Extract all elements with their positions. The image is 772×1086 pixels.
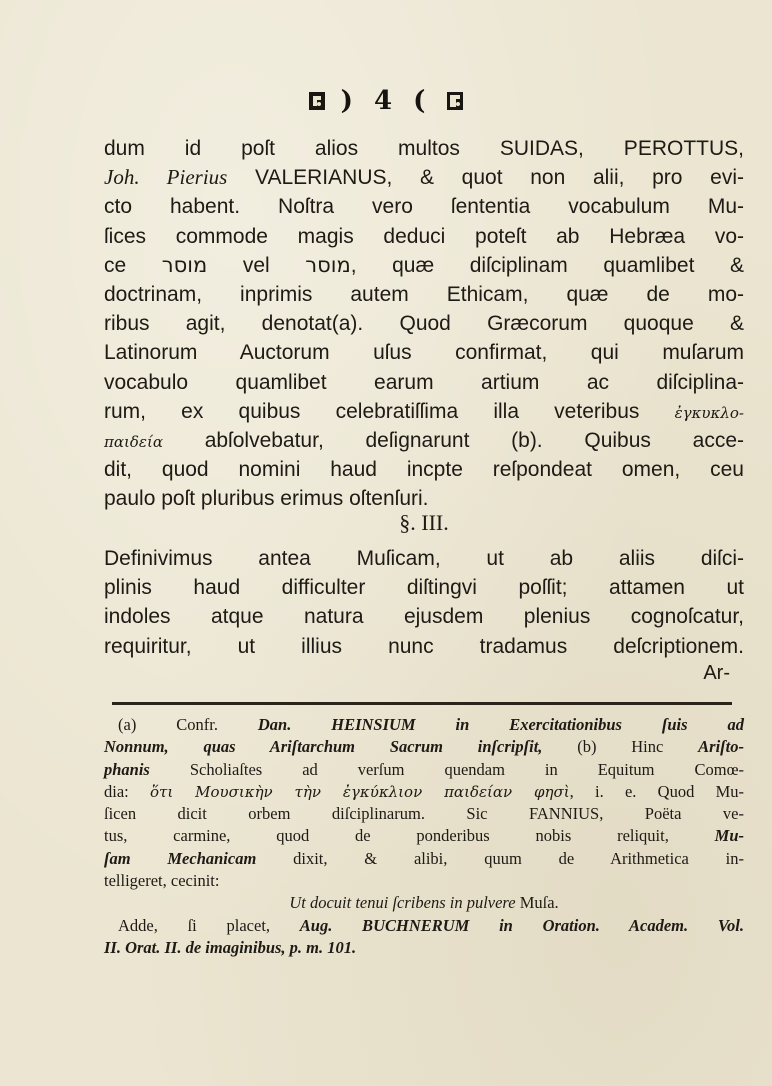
- catchword: Ar-: [703, 662, 730, 684]
- main-paragraph: [104, 134, 744, 513]
- verse-line: Ut docuit tenui ſcribens in pulvere Muſa.: [289, 893, 559, 913]
- text-line: vocabulo quamlibet earum artium ac diſciplina-: [104, 370, 744, 394]
- footnote-line: dia: ὅτι Μουσικὴν τὴν ἐγκύκλιον παιδείαν φησὶ, i. e. Quod Mu-: [104, 781, 744, 801]
- text-line: rum, ex quibus celebratiſſima illa veteribus ἐγκυκλο-: [104, 399, 744, 423]
- footnotes: [104, 714, 744, 959]
- text-line: plinis haud difficulter diſtingvi poſſit; attamen ut: [104, 576, 744, 600]
- second-paragraph: [104, 544, 744, 661]
- greek-word: παιδεία: [104, 432, 163, 451]
- page-number-marker: ) 4 (: [340, 86, 432, 116]
- running-header: [0, 86, 772, 116]
- footnote-line: tus, carmine, quod de ponderibus nobis reliquit, Mu-: [104, 826, 744, 846]
- footnote-line: phanis Scholiaſtes ad verſum quendam in Equitum Comœ-: [104, 759, 744, 779]
- section-heading: §. III.: [399, 510, 449, 535]
- text-line: indoles atque natura ejusdem plenius cognoſcatur,: [104, 605, 744, 629]
- text-line: παιδεία abſolvebatur, deſignarunt (b). Quibus acce-: [104, 428, 744, 452]
- ornament-right-icon: [446, 88, 464, 108]
- hebrew-word: מוסר: [161, 252, 208, 277]
- hebrew-word: מוסר: [305, 252, 351, 277]
- greek-quote: ὅτι Μουσικὴν τὴν ἐγκύκλιον παιδείαν φησὶ: [150, 782, 570, 801]
- text-line: doctrinam, inprimis autem Ethicam, quæ de mo-: [104, 282, 744, 306]
- footnote-line: Adde, ſi placet, Aug. BUCHNERUM in Oration. Academ. Vol.: [118, 915, 744, 935]
- footnote-line: telligeret, cecinit:: [104, 871, 220, 891]
- greek-word: ἐγκυκλο-: [674, 403, 744, 422]
- text-line: Joh. Pierius VALERIANUS, & quot non alii, pro evi-: [104, 165, 744, 190]
- text-line: ſices commode magis deduci poteſt ab Hebræa vo-: [104, 224, 744, 248]
- text-line: dit, quod nomini haud incpte reſpondeat omen, ceu: [104, 458, 744, 482]
- footnote-line: (a) Confr. Dan. HEINSIUM in Exercitationibus ſuis ad: [118, 715, 744, 734]
- footnote-line: Nonnum, quas Ariſtarchum Sacrum inſcripſit, (b) Hinc Ariſto-: [104, 737, 744, 757]
- footnote-line: ſicen dicit orbem diſciplinarum. Sic FANNIUS, Poëta ve-: [104, 804, 744, 824]
- ornament-left-icon: [308, 88, 326, 108]
- text-line: cto habent. Noſtra vero ſententia vocabulum Mu-: [104, 195, 744, 219]
- text-line: Definivimus antea Muſicam, ut ab aliis diſci-: [104, 547, 744, 570]
- footnote-line: ſam Mechanicam dixit, & alibi, quum de Arithmetica in-: [104, 848, 745, 868]
- text-line: ce מוסר vel מוסר, quæ diſciplinam quamlibet &: [104, 252, 745, 277]
- text-line: paulo poſt pluribus erimus oſtenſuri.: [104, 487, 429, 511]
- text-line: dum id poſt alios multos SUIDAS, PEROTTUS,: [104, 137, 744, 160]
- text-line: Latinorum Auctorum uſus confirmat, qui muſarum: [104, 341, 744, 365]
- footnote-divider: [112, 702, 732, 705]
- text-line: ribus agit, denotat(a). Quod Græcorum quoque &: [104, 312, 744, 336]
- footnote-line: II. Orat. II. de imaginibus, p. m. 101.: [104, 937, 357, 957]
- text-line: requiritur, ut illius nunc tradamus deſcriptionem.: [104, 634, 744, 658]
